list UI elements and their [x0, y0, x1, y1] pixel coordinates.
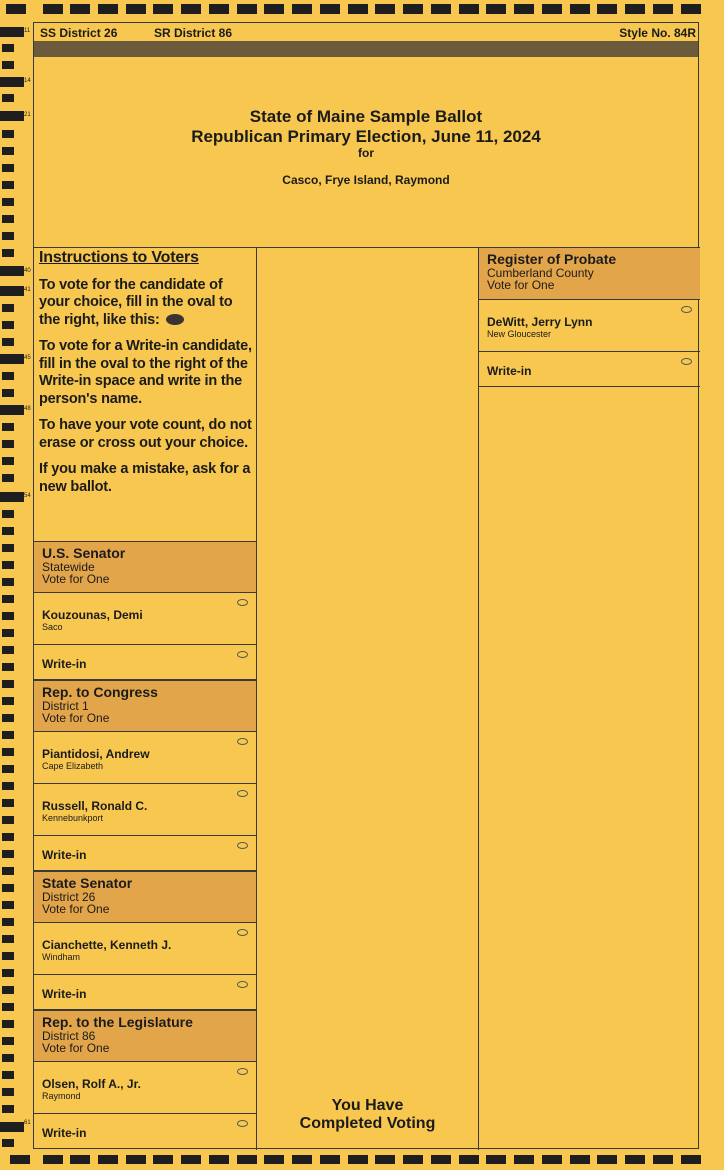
timing-mark — [0, 286, 24, 296]
timing-mark — [126, 4, 146, 14]
timing-mark — [2, 304, 14, 312]
row-number: 45 — [24, 355, 31, 361]
timing-mark — [2, 527, 14, 535]
timing-mark — [2, 510, 14, 518]
towns: Casco, Frye Island, Raymond — [282, 173, 450, 187]
timing-mark — [237, 1155, 257, 1164]
timing-mark — [2, 1054, 14, 1062]
timing-mark — [2, 249, 14, 257]
race-district: Cumberland County — [487, 266, 594, 280]
candidate-name: DeWitt, Jerry Lynn — [487, 315, 593, 329]
race-title: State Senator — [42, 875, 133, 891]
timing-mark — [2, 1105, 14, 1113]
timing-mark — [2, 164, 14, 172]
filled-oval-example — [166, 314, 184, 325]
race-district: District 1 — [42, 699, 89, 713]
timing-mark — [625, 4, 645, 14]
election-title: Republican Primary Election, June 11, 2024 — [191, 127, 541, 146]
timing-mark — [431, 4, 451, 14]
timing-mark — [2, 918, 14, 926]
timing-mark — [2, 850, 14, 858]
vote-oval[interactable] — [681, 358, 692, 365]
write-in-row[interactable] — [34, 975, 256, 1010]
completed-line-1: You Have — [331, 1097, 404, 1114]
timing-mark — [2, 731, 14, 739]
timing-mark — [2, 372, 14, 380]
timing-mark — [403, 4, 423, 14]
candidate-row[interactable] — [34, 1062, 256, 1114]
timing-mark — [181, 4, 201, 14]
row-number: 11 — [24, 28, 31, 34]
instruction-text: If you make a mistake, ask for a new ballot. — [39, 461, 251, 495]
completed-line-2: Completed Voting — [299, 1115, 436, 1132]
timing-mark — [2, 44, 14, 52]
style-number: Style No. 84R — [619, 26, 696, 40]
timing-mark — [153, 1155, 173, 1164]
timing-mark — [2, 799, 14, 807]
timing-mark — [2, 389, 14, 397]
timing-mark — [2, 867, 14, 875]
timing-mark — [2, 561, 14, 569]
race-district: District 86 — [42, 1029, 96, 1043]
header-bar — [34, 41, 698, 57]
timing-mark — [2, 969, 14, 977]
timing-mark — [653, 1155, 673, 1164]
write-in-label: Write-in — [42, 987, 87, 1001]
race-header-state-senator — [34, 871, 256, 923]
timing-mark — [2, 646, 14, 654]
row-number: 54 — [24, 493, 31, 499]
timing-mark — [2, 901, 14, 909]
timing-mark — [570, 4, 590, 14]
instructions-heading: Instructions to Voters — [39, 249, 199, 266]
timing-mark — [98, 4, 118, 14]
write-in-label: Write-in — [42, 657, 87, 671]
candidate-row[interactable] — [34, 784, 256, 836]
timing-mark — [209, 4, 229, 14]
row-number: 61 — [24, 1120, 31, 1126]
timing-mark — [2, 612, 14, 620]
timing-mark — [0, 1122, 24, 1132]
vote-oval[interactable] — [237, 651, 248, 658]
candidate-row[interactable] — [34, 732, 256, 784]
race-vote-for: Vote for One — [42, 572, 110, 586]
candidate-row[interactable] — [34, 923, 256, 975]
candidate-town: Windham — [42, 952, 81, 962]
write-in-row[interactable] — [479, 352, 700, 387]
timing-mark — [2, 1020, 14, 1028]
timing-mark — [2, 697, 14, 705]
race-header-rep-congress — [34, 680, 256, 732]
candidate-town: Raymond — [42, 1091, 81, 1101]
title-block — [34, 57, 698, 248]
timing-mark — [542, 4, 562, 14]
candidate-town: Kennebunkport — [42, 813, 104, 823]
timing-mark — [597, 4, 617, 14]
race-header-rep-legislature — [34, 1010, 256, 1062]
timing-mark — [348, 1155, 368, 1164]
race-title: Rep. to the Legislature — [42, 1014, 193, 1030]
timing-mark — [2, 884, 14, 892]
timing-mark — [126, 1155, 146, 1164]
timing-mark — [570, 1155, 590, 1164]
timing-mark — [2, 782, 14, 790]
write-in-row[interactable] — [34, 836, 256, 871]
race-title: Rep. to Congress — [42, 684, 158, 700]
timing-mark — [6, 4, 26, 14]
timing-mark — [486, 1155, 506, 1164]
timing-mark — [2, 1088, 14, 1096]
candidate-row[interactable] — [479, 300, 700, 352]
timing-mark — [2, 629, 14, 637]
vote-oval[interactable] — [237, 790, 248, 797]
timing-mark — [2, 1071, 14, 1079]
vote-oval[interactable] — [237, 738, 248, 745]
timing-mark — [2, 986, 14, 994]
timing-mark — [2, 748, 14, 756]
timing-mark — [681, 4, 701, 14]
write-in-label: Write-in — [487, 364, 532, 378]
timing-mark — [459, 4, 479, 14]
vote-oval[interactable] — [237, 1120, 248, 1127]
timing-mark — [2, 440, 14, 448]
row-number: 14 — [24, 78, 31, 84]
timing-mark — [98, 1155, 118, 1164]
timing-mark — [2, 215, 14, 223]
timing-mark — [403, 1155, 423, 1164]
race-title: Register of Probate — [487, 251, 617, 267]
write-in-label: Write-in — [42, 848, 87, 862]
column-divider — [256, 247, 257, 1150]
timing-mark — [0, 266, 24, 276]
timing-mark — [2, 765, 14, 773]
candidate-name: Russell, Ronald C. — [42, 799, 148, 813]
write-in-label: Write-in — [42, 1126, 87, 1140]
candidate-name: Cianchette, Kenneth J. — [42, 938, 172, 952]
sr-district: SR District 86 — [154, 26, 233, 40]
completed-voting-message — [256, 1097, 479, 1133]
timing-mark — [0, 354, 24, 364]
timing-mark — [2, 147, 14, 155]
timing-mark — [653, 4, 673, 14]
write-in-row[interactable] — [34, 645, 256, 680]
timing-mark — [10, 1155, 30, 1164]
timing-mark — [2, 544, 14, 552]
timing-mark — [43, 1155, 63, 1164]
timing-mark — [681, 1155, 701, 1164]
candidate-town: Cape Elizabeth — [42, 761, 104, 771]
timing-mark — [320, 4, 340, 14]
timing-mark — [486, 4, 506, 14]
race-title: U.S. Senator — [42, 545, 126, 561]
for-label: for — [358, 146, 374, 160]
timing-mark — [2, 578, 14, 586]
row-number: 48 — [24, 406, 31, 412]
race-header-us-senator — [34, 541, 256, 593]
candidate-name: Piantidosi, Andrew — [42, 747, 150, 761]
timing-mark — [2, 833, 14, 841]
timing-mark — [2, 1139, 14, 1147]
timing-mark — [2, 130, 14, 138]
candidate-name: Olsen, Rolf A., Jr. — [42, 1077, 141, 1091]
timing-mark — [2, 61, 14, 69]
candidate-town: New Gloucester — [487, 329, 552, 339]
timing-mark — [0, 405, 24, 415]
timing-mark — [2, 1003, 14, 1011]
write-in-row[interactable] — [34, 1114, 256, 1150]
race-vote-for: Vote for One — [42, 902, 110, 916]
timing-mark — [209, 1155, 229, 1164]
vote-oval[interactable] — [237, 599, 248, 606]
timing-mark — [2, 816, 14, 824]
timing-mark — [375, 1155, 395, 1164]
timing-mark — [2, 714, 14, 722]
row-number: 40 — [24, 268, 31, 274]
timing-mark — [2, 595, 14, 603]
timing-mark — [459, 1155, 479, 1164]
ballot-title: State of Maine Sample Ballot — [249, 107, 483, 126]
timing-mark — [348, 4, 368, 14]
timing-mark — [2, 232, 14, 240]
instruction-text: To have your vote count, do not erase or cross out your choice. — [39, 417, 252, 451]
instruction-text: To vote for a Write-in candidate, fill in the oval to the right of the Write-in space and write in the person's name. — [39, 338, 252, 407]
timing-mark — [2, 423, 14, 431]
race-district: Statewide — [42, 560, 95, 574]
race-district: District 26 — [42, 890, 96, 904]
race-vote-for: Vote for One — [42, 1041, 110, 1055]
timing-mark — [320, 1155, 340, 1164]
race-vote-for: Vote for One — [42, 711, 110, 725]
timing-mark — [2, 680, 14, 688]
vote-oval[interactable] — [237, 1068, 248, 1075]
timing-mark — [181, 1155, 201, 1164]
timing-mark — [0, 111, 24, 121]
timing-mark — [0, 27, 24, 37]
candidate-row[interactable] — [34, 593, 256, 645]
ballot — [33, 22, 699, 1149]
timing-mark — [2, 457, 14, 465]
timing-mark — [2, 94, 14, 102]
timing-mark — [2, 474, 14, 482]
timing-mark — [2, 1037, 14, 1045]
timing-mark — [70, 4, 90, 14]
ss-district: SS District 26 — [40, 26, 118, 40]
timing-mark — [597, 1155, 617, 1164]
race-vote-for: Vote for One — [487, 278, 555, 292]
vote-oval[interactable] — [237, 842, 248, 849]
ballot-header — [34, 23, 698, 43]
timing-mark — [0, 492, 24, 502]
timing-mark — [292, 1155, 312, 1164]
timing-mark — [542, 1155, 562, 1164]
timing-mark — [264, 1155, 284, 1164]
timing-mark — [264, 4, 284, 14]
timing-mark — [43, 4, 63, 14]
timing-mark — [237, 4, 257, 14]
timing-mark — [153, 4, 173, 14]
row-number: 41 — [24, 287, 31, 293]
timing-mark — [2, 952, 14, 960]
timing-mark — [2, 181, 14, 189]
timing-mark — [2, 198, 14, 206]
instruction-text: To vote for the candidate of your choice, fill in the oval to the right, like this: — [39, 276, 233, 328]
race-header-register-of-probate — [479, 247, 700, 300]
timing-mark — [514, 1155, 534, 1164]
timing-mark — [0, 77, 24, 87]
timing-mark — [70, 1155, 90, 1164]
timing-mark — [375, 4, 395, 14]
timing-mark — [431, 1155, 451, 1164]
timing-mark — [292, 4, 312, 14]
timing-mark — [2, 663, 14, 671]
vote-oval[interactable] — [681, 306, 692, 313]
timing-mark — [625, 1155, 645, 1164]
instructions — [39, 249, 254, 505]
timing-mark — [514, 4, 534, 14]
vote-oval[interactable] — [237, 981, 248, 988]
candidate-name: Kouzounas, Demi — [42, 608, 143, 622]
row-number: 21 — [24, 112, 31, 118]
vote-oval[interactable] — [237, 929, 248, 936]
candidate-town: Saco — [42, 622, 63, 632]
timing-mark — [2, 321, 14, 329]
timing-mark — [2, 935, 14, 943]
timing-mark — [2, 338, 14, 346]
